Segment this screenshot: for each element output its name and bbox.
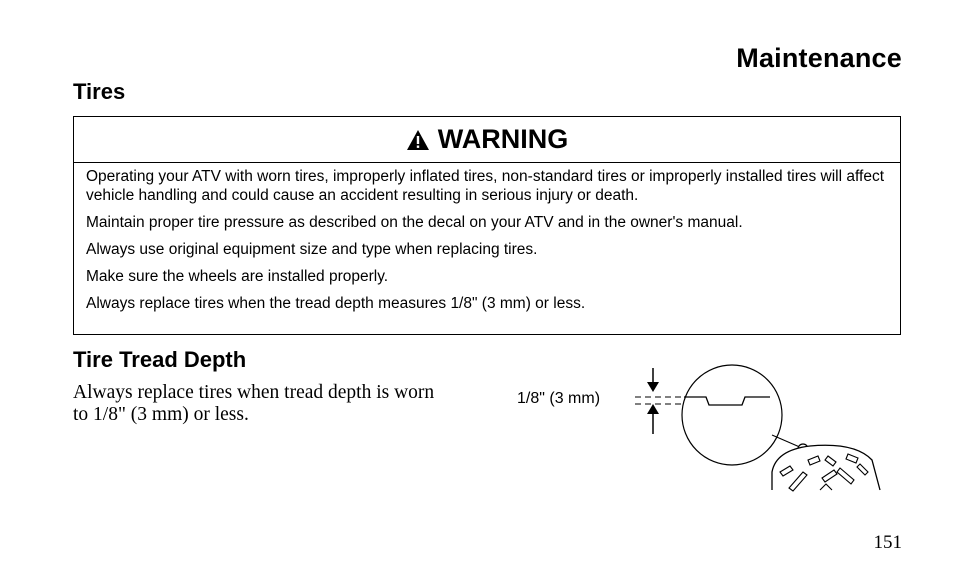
warning-header — [74, 117, 900, 163]
page-number: 151 — [873, 532, 902, 553]
warning-triangle-icon — [406, 129, 430, 151]
warning-title: WARNING — [437, 124, 569, 154]
tread-depth-label: 1/8" (3 mm) — [517, 390, 601, 407]
warning-paragraph: Operating your ATV with worn tires, improperly inflated tires, non-standard tires or improperly installed tires will affect vehicle handling and could cause an accident resulting in serious injury or death. — [86, 168, 885, 204]
page-title: Maintenance — [736, 43, 902, 73]
warning-paragraph: Always replace tires when the tread depth measures 1/8" (3 mm) or less. — [86, 295, 586, 312]
warning-body — [74, 163, 900, 313]
tread-depth-text: Always replace tires when tread depth is worn to 1/8" (3 mm) or less. — [73, 382, 435, 425]
section-heading-tires: Tires — [73, 79, 126, 104]
warning-box — [73, 116, 901, 335]
tread-depth-heading: Tire Tread Depth — [73, 347, 247, 372]
tire-tread-diagram — [510, 360, 890, 492]
warning-paragraph: Always use original equipment size and type when replacing tires. — [86, 241, 538, 258]
warning-paragraph: Make sure the wheels are installed properly. — [86, 268, 389, 285]
warning-paragraph: Maintain proper tire pressure as described on the decal on your ATV and in the owner's manual. — [86, 214, 743, 231]
